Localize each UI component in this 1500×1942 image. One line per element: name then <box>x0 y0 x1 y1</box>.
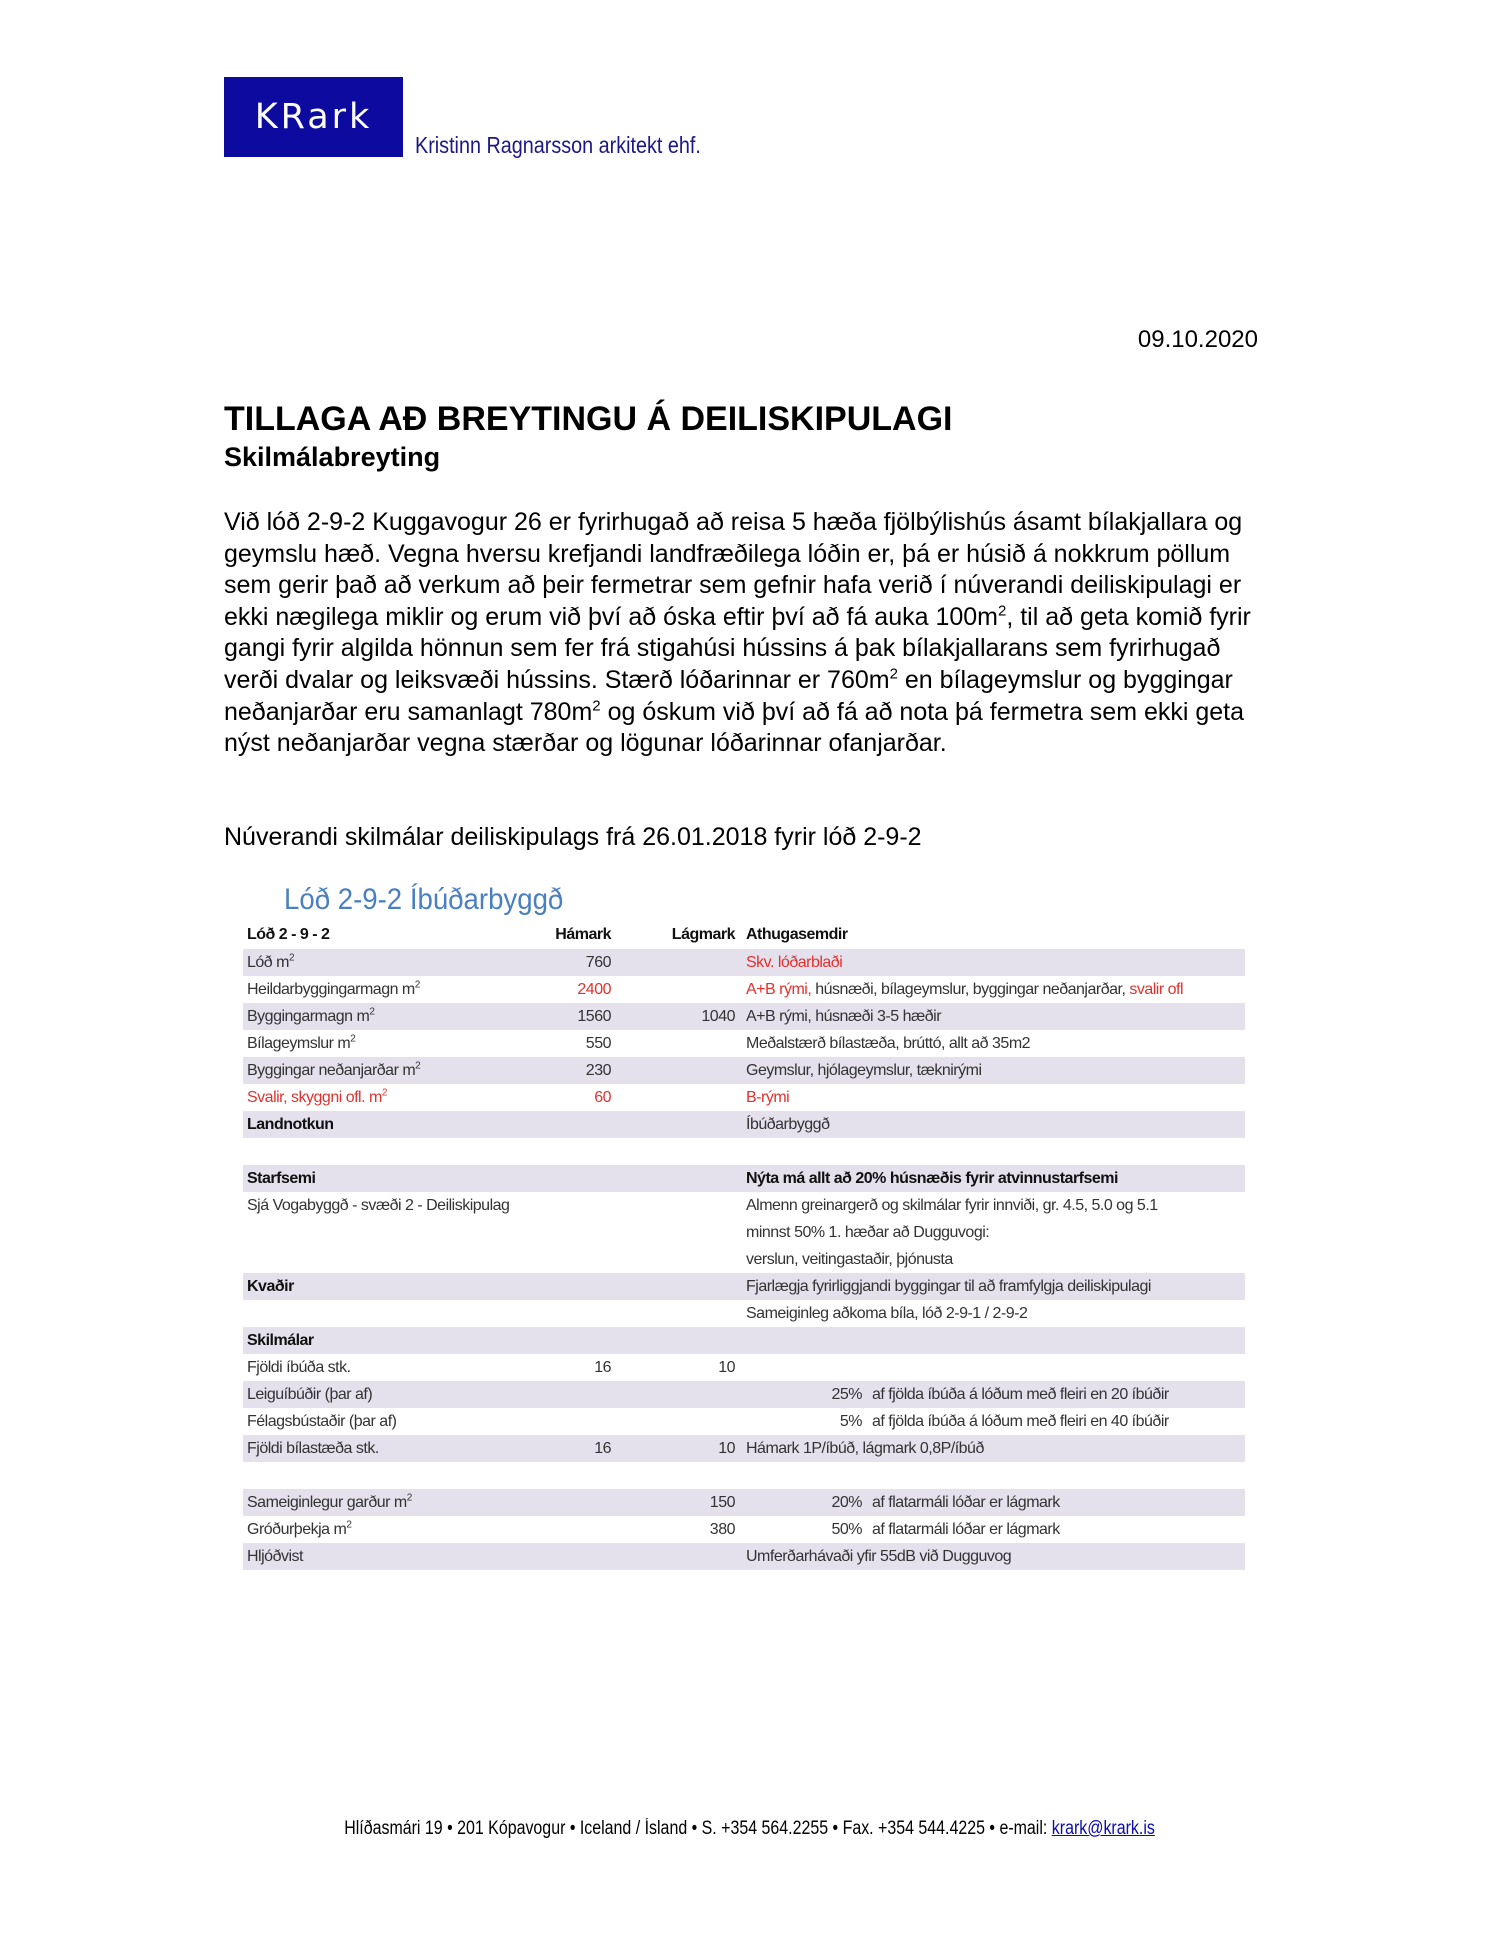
note-segment: Fjarlægja fyrirliggjandi byggingar til að framfylgja deiliskipulagi <box>746 1278 1151 1295</box>
max-value: 1560 <box>577 1008 611 1025</box>
row-label-text: Leiguíbúðir (þar af) <box>247 1386 373 1403</box>
row-label <box>247 1165 315 1192</box>
document-date: 09.10.2020 <box>1137 326 1258 353</box>
body-text: en bílageymslur og byggingar neðanjarðar eru samanlagt 780m <box>224 665 1233 726</box>
note-segment: verslun, veitingastaðir, þjónusta <box>746 1251 953 1268</box>
row-note <box>746 1030 1030 1057</box>
row-note <box>746 976 1183 1003</box>
table-row <box>243 976 1245 1003</box>
note-segment: Sameiginleg aðkoma bíla, lóð 2-9-1 / 2-9-2 <box>746 1305 1028 1322</box>
max-value: 760 <box>585 954 611 971</box>
body-text: , til að geta komið fyrir gangi fyrir algilda hönnun sem fer frá stigahúsi hússins á þak bílakjallarans sem fyrirhugað verði dvalar og leiksvæði hússins. Stærð lóðarinnar er 760m <box>224 602 1251 694</box>
percent-value: 20% <box>831 1494 862 1511</box>
superscript: 2 <box>889 665 898 683</box>
document-subtitle: Skilmálabreyting <box>224 442 441 472</box>
row-note <box>746 1543 1011 1570</box>
percent-note: af flatarmáli lóðar er lágmark <box>872 1521 1060 1538</box>
row-note <box>746 1057 982 1084</box>
email-link[interactable]: krark@krark.is <box>1052 1818 1156 1839</box>
footer <box>0 1818 1500 1840</box>
header-plot: Lóð 2 - 9 - 2 <box>247 926 330 943</box>
percent-note: af flatarmáli lóðar er lágmark <box>872 1494 1060 1511</box>
percent-note: af fjölda íbúða á lóðum með fleiri en 40 íbúðir <box>872 1413 1169 1430</box>
company-name: Kristinn Ragnarsson arkitekt ehf. <box>415 132 701 158</box>
footer-address: Hlíðasmári 19 • 201 Kópavogur • Iceland / Ísland • S. +354 564.2255 • Fax. +354 544.4225 • e-mail: <box>344 1818 1053 1839</box>
table-row <box>243 1084 1245 1111</box>
table-row <box>243 949 1245 976</box>
row-note <box>746 1192 1158 1219</box>
table-row <box>243 1300 1245 1327</box>
table-row <box>243 1273 1245 1300</box>
max-value: 2400 <box>577 981 611 998</box>
row-label-text: Landnotkun <box>247 1116 334 1133</box>
max-value: 230 <box>585 1062 611 1079</box>
row-note <box>746 1111 829 1138</box>
note-segment: Meðalstærð bílastæða, brúttó, allt að 35m2 <box>746 1035 1031 1052</box>
note-segment: A+B rými, <box>746 981 812 998</box>
row-label <box>247 1030 355 1057</box>
row-label-text: Skilmálar <box>247 1332 314 1349</box>
table-row <box>243 1381 1245 1408</box>
max-value: 16 <box>594 1440 611 1457</box>
row-note <box>746 1273 1151 1300</box>
max-value: 16 <box>594 1359 611 1376</box>
table-row <box>243 1435 1245 1462</box>
percent-value: 50% <box>831 1521 862 1538</box>
terms-table <box>243 921 1245 1570</box>
superscript: 2 <box>346 1519 352 1531</box>
superscript: 2 <box>288 952 295 964</box>
table-row <box>243 1489 1245 1516</box>
current-terms-line: Núverandi skilmálar deiliskipulags frá 26.01.2018 fyrir lóð 2-9-2 <box>224 823 922 851</box>
row-label <box>247 1381 372 1408</box>
percent-value: 5% <box>839 1413 862 1430</box>
row-note <box>746 1003 941 1030</box>
superscript: 2 <box>998 602 1007 620</box>
row-label-text: Kvaðir <box>247 1278 294 1295</box>
superscript: 2 <box>381 1087 387 1099</box>
row-note <box>746 1084 789 1111</box>
table-row <box>243 1219 1245 1246</box>
row-label-text: Hljóðvist <box>247 1548 303 1565</box>
row-label <box>247 1543 303 1570</box>
row-label-text: Lóð m <box>247 954 289 971</box>
row-note <box>746 1165 1118 1192</box>
row-label <box>247 1192 509 1219</box>
min-value: 150 <box>709 1494 735 1511</box>
note-segment: Almenn greinargerð og skilmálar fyrir innviði, gr. 4.5, 5.0 og 5.1 <box>746 1197 1158 1214</box>
table-row <box>243 1192 1245 1219</box>
body-text: Við lóð 2-9-2 Kuggavogur 26 er fyrirhugað að reisa 5 hæða fjölbýlishús ásamt bílakjallara og geymslu hæð. Vegna hversu krefjandi landfræðilega lóðin er, þá er húsið á nokkrum pöllum sem gerir það að verkum að þeir fermetrar sem gefnir hafa verið í núverandi deiliskipulagi er ekki nægilega miklir og erum við því að óska eftir því að fá auka 100m <box>224 508 1243 631</box>
row-note <box>746 1219 989 1246</box>
superscript: 2 <box>350 1033 356 1045</box>
document-title: TILLAGA AÐ BREYTINGU Á DEILISKIPULAGI <box>224 400 953 438</box>
percent-note: af fjölda íbúða á lóðum með fleiri en 20 íbúðir <box>872 1386 1169 1403</box>
header-max: Hámark <box>555 926 611 943</box>
percent-value: 25% <box>831 1386 862 1403</box>
row-note <box>746 949 842 976</box>
min-value: 10 <box>718 1440 735 1457</box>
row-label <box>247 1354 351 1381</box>
note-segment: svalir ofl <box>1129 981 1184 998</box>
table-row <box>243 1165 1245 1192</box>
row-label-text: Sameiginlegur garður m <box>247 1494 407 1511</box>
superscript: 2 <box>369 1006 375 1018</box>
row-label <box>247 976 420 1003</box>
row-label <box>247 1273 294 1300</box>
header-notes: Athugasemdir <box>746 926 848 943</box>
table-row <box>243 1516 1245 1543</box>
max-value: 550 <box>585 1035 611 1052</box>
note-segment: minnst 50% 1. hæðar að Dugguvogi: <box>746 1224 990 1241</box>
row-label <box>247 1111 334 1138</box>
row-label <box>247 1435 379 1462</box>
row-label-text: Bílageymslur m <box>247 1035 351 1052</box>
table-row <box>243 1246 1245 1273</box>
row-note <box>746 1435 984 1462</box>
logo-text: KRark <box>254 97 373 137</box>
row-label-text: Fjöldi bílastæða stk. <box>247 1440 379 1457</box>
table-row <box>243 1138 1245 1165</box>
note-segment: húsnæði, bílageymslur, byggingar neðanjarðar, <box>811 981 1130 998</box>
note-segment: Skv. lóðarblaði <box>746 954 843 971</box>
min-value: 10 <box>718 1359 735 1376</box>
row-label-text: Gróðurþekja m <box>247 1521 347 1538</box>
row-label-text: Starfsemi <box>247 1170 316 1187</box>
table-row <box>243 1408 1245 1435</box>
row-label <box>247 949 294 976</box>
table-row <box>243 1111 1245 1138</box>
table-row <box>243 1543 1245 1570</box>
note-segment: B-rými <box>746 1089 790 1106</box>
header-min: Lágmark <box>671 926 735 943</box>
row-label-text: Svalir, skyggni ofl. m <box>247 1089 382 1106</box>
company-logo <box>224 77 403 157</box>
row-label-text: Byggingar neðanjarðar m <box>247 1062 416 1079</box>
note-segment: A+B rými, húsnæði 3-5 hæðir <box>746 1008 942 1025</box>
row-label-text: Sjá Vogabyggð - svæði 2 - Deiliskipulag <box>247 1197 510 1214</box>
table-row <box>243 1354 1245 1381</box>
superscript: 2 <box>414 979 420 991</box>
row-label <box>247 1057 420 1084</box>
row-note <box>746 1246 953 1273</box>
superscript: 2 <box>592 697 601 715</box>
note-segment: Geymslur, hjólageymslur, tæknirými <box>746 1062 982 1079</box>
body-text: og óskum við því að fá að nota þá fermetra sem ekki geta nýst neðanjarðar vegna stærðar og lögunar lóðarinnar ofanjarðar. <box>224 697 1245 758</box>
min-value: 1040 <box>701 1008 735 1025</box>
row-label-text: Heildarbyggingarmagn m <box>247 981 415 998</box>
row-label <box>247 1003 374 1030</box>
note-segment: Hámark 1P/íbúð, lágmark 0,8P/íbúð <box>746 1440 984 1457</box>
min-value: 380 <box>709 1521 735 1538</box>
row-note <box>746 1300 1027 1327</box>
table-title: Lóð 2-9-2 Íbúðarbyggð <box>284 883 564 916</box>
superscript: 2 <box>406 1492 412 1504</box>
table-row <box>243 1327 1245 1354</box>
note-segment: Umferðarhávaði yfir 55dB við Dugguvog <box>746 1548 1012 1565</box>
row-label <box>247 1084 387 1111</box>
superscript: 2 <box>415 1060 421 1072</box>
row-label-text: Félagsbústaðir (þar af) <box>247 1413 397 1430</box>
table-row <box>243 1030 1245 1057</box>
row-label <box>247 1327 314 1354</box>
note-segment: Íbúðarbyggð <box>746 1116 830 1133</box>
table-row <box>243 1462 1245 1489</box>
row-label <box>247 1516 351 1543</box>
table-row <box>243 1057 1245 1084</box>
max-value: 60 <box>594 1089 611 1106</box>
row-label <box>247 1489 412 1516</box>
table-header-row <box>243 921 1245 949</box>
row-label-text: Byggingarmagn m <box>247 1008 370 1025</box>
row-label <box>247 1408 396 1435</box>
body-paragraph <box>224 507 1264 760</box>
note-segment: Nýta má allt að 20% húsnæðis fyrir atvinnustarfsemi <box>746 1170 1118 1187</box>
table-row <box>243 1003 1245 1030</box>
row-label-text: Fjöldi íbúða stk. <box>247 1359 351 1376</box>
